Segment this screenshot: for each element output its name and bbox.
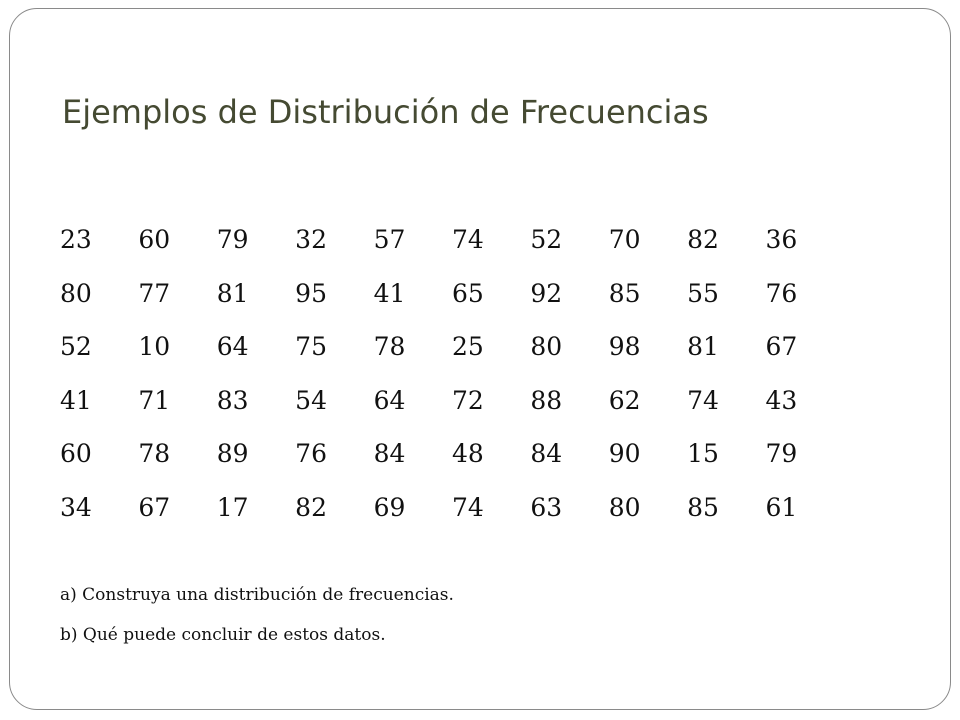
table-cell: 85 [608,278,641,308]
table-cell: 67 [138,492,171,522]
table-cell: 54 [295,385,327,415]
table-cell: 17 [216,492,249,522]
table-cell: 84 [373,439,406,468]
table-cell: 83 [216,385,249,415]
table-cell: 80 [608,492,641,522]
table-cell: 64 [373,385,406,415]
table-cell: 80 [60,278,92,308]
question-a: a) Construya una distribución de frecuencias. [60,585,454,605]
table-cell: 67 [765,332,798,361]
table-cell: 10 [138,332,171,361]
table-row [60,225,844,279]
table-cell: 92 [530,278,563,308]
table-cell: 82 [687,225,719,254]
table-cell: 89 [216,439,249,468]
table-cell: 34 [60,492,92,522]
table-cell: 80 [530,332,563,361]
table-cell: 32 [295,225,327,254]
table-cell: 76 [765,278,798,308]
table-row [60,493,844,547]
table-cell: 15 [687,439,719,468]
data-table-body [60,225,844,546]
table-cell: 62 [608,385,641,415]
table-cell: 76 [295,439,327,468]
table-cell: 79 [765,439,798,468]
table-row [60,439,844,493]
table-cell: 60 [138,225,171,254]
table-row [60,279,844,333]
table-cell: 41 [60,385,92,415]
table-cell: 98 [608,332,641,361]
table-cell: 95 [295,278,327,308]
table-cell: 81 [216,278,249,308]
table-cell: 57 [373,225,406,254]
table-cell: 79 [216,225,249,254]
table-cell: 61 [765,492,798,522]
table-cell: 43 [765,385,798,415]
table-cell: 36 [765,225,798,254]
table-cell: 72 [451,385,484,415]
question-b: b) Qué puede concluir de estos datos. [60,625,386,645]
table-cell: 65 [451,278,484,308]
data-table [60,225,844,546]
table-cell: 70 [608,225,641,254]
table-cell: 25 [451,332,484,361]
table-cell: 69 [373,492,406,522]
table-cell: 48 [451,439,484,468]
table-cell: 75 [295,332,327,361]
table-cell: 88 [530,385,563,415]
table-cell: 78 [373,332,406,361]
table-row [60,332,844,386]
table-row [60,386,844,440]
table-cell: 77 [138,278,171,308]
table-cell: 64 [216,332,249,361]
table-cell: 23 [60,225,92,254]
table-cell: 84 [530,439,563,468]
table-cell: 74 [451,225,484,254]
table-cell: 71 [138,385,171,415]
table-cell: 63 [530,492,563,522]
table-cell: 90 [608,439,641,468]
table-cell: 41 [373,278,406,308]
table-cell: 74 [451,492,484,522]
table-cell: 60 [60,439,92,468]
table-cell: 81 [687,332,719,361]
table-cell: 52 [60,332,92,361]
table-cell: 78 [138,439,171,468]
table-cell: 85 [687,492,719,522]
slide-title: Ejemplos de Distribución de Frecuencias [62,93,709,131]
table-cell: 82 [295,492,327,522]
table-cell: 55 [687,278,719,308]
table-cell: 52 [530,225,563,254]
table-cell: 74 [687,385,719,415]
